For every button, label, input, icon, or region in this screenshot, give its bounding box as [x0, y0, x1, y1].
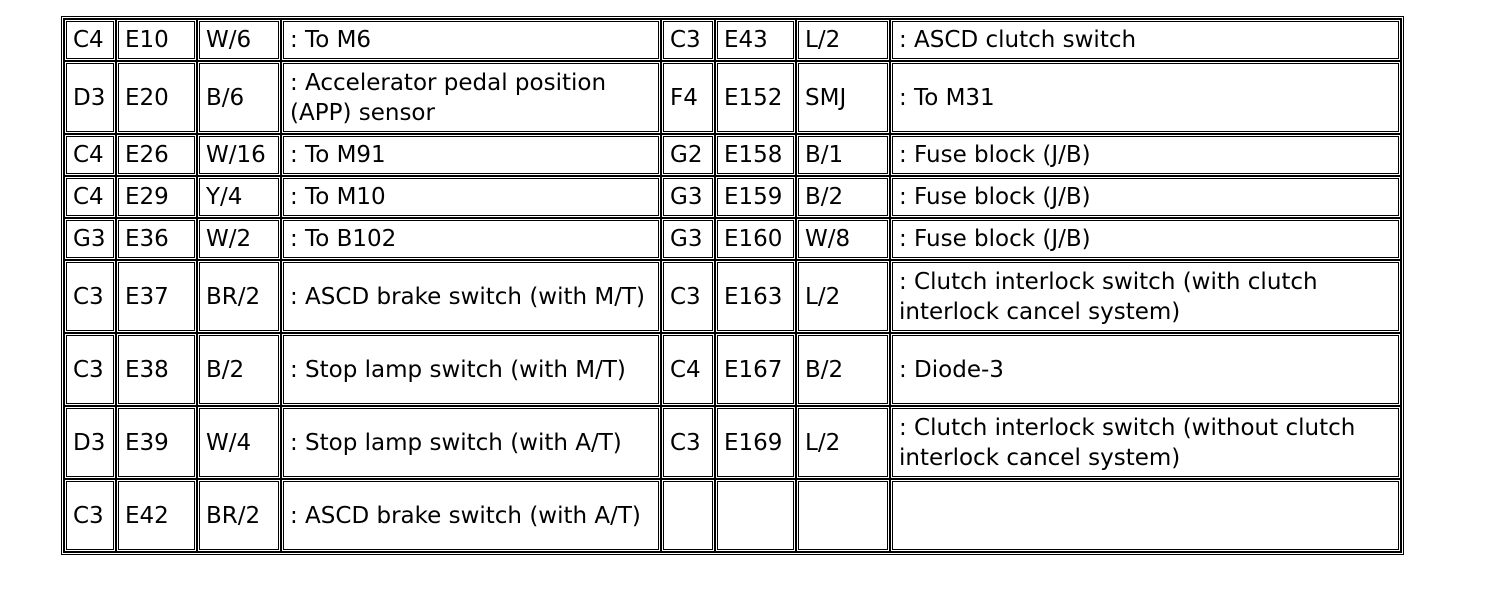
color-pin-cell: SMJ	[796, 61, 890, 134]
table-body	[64, 19, 1401, 552]
description-cell: : To M6	[281, 19, 661, 61]
color-pin-cell: B/1	[796, 134, 890, 176]
color-pin-cell: L/2	[796, 406, 890, 479]
color-pin-cell: L/2	[796, 260, 890, 333]
color-pin-cell: B/2	[197, 333, 281, 406]
grid-cell: D3	[64, 406, 116, 479]
color-pin-cell: B/6	[197, 61, 281, 134]
connector-number-cell: E43	[715, 19, 796, 61]
connector-number-cell: E159	[715, 176, 796, 218]
color-pin-cell: W/8	[796, 218, 890, 260]
grid-cell: G3	[661, 176, 715, 218]
connector-number-cell: E42	[116, 479, 197, 552]
table-row	[64, 176, 1401, 218]
description-cell: : To M91	[281, 134, 661, 176]
grid-cell: C3	[64, 479, 116, 552]
table-row	[64, 406, 1401, 479]
description-cell: : ASCD brake switch (with A/T)	[281, 479, 661, 552]
connector-table	[61, 16, 1404, 555]
table-row	[64, 19, 1401, 61]
description-cell: : Fuse block (J/B)	[890, 218, 1401, 260]
table-row	[64, 333, 1401, 406]
color-pin-cell: W/6	[197, 19, 281, 61]
table-row	[64, 134, 1401, 176]
connector-number-cell: E167	[715, 333, 796, 406]
description-cell	[890, 479, 1401, 552]
grid-cell: C3	[661, 260, 715, 333]
connector-number-cell: E38	[116, 333, 197, 406]
color-pin-cell: Y/4	[197, 176, 281, 218]
connector-number-cell: E29	[116, 176, 197, 218]
table-row	[64, 61, 1401, 134]
grid-cell: C3	[661, 406, 715, 479]
description-cell: : ASCD brake switch (with M/T)	[281, 260, 661, 333]
description-cell: : To M31	[890, 61, 1401, 134]
color-pin-cell: B/2	[796, 333, 890, 406]
grid-cell: F4	[661, 61, 715, 134]
table-row	[64, 260, 1401, 333]
connector-number-cell: E36	[116, 218, 197, 260]
grid-cell: D3	[64, 61, 116, 134]
grid-cell: C4	[64, 134, 116, 176]
grid-cell	[661, 479, 715, 552]
connector-number-cell	[715, 479, 796, 552]
table-row	[64, 218, 1401, 260]
description-cell: : To B102	[281, 218, 661, 260]
connector-number-cell: E152	[715, 61, 796, 134]
connector-number-cell: E37	[116, 260, 197, 333]
table-row	[64, 479, 1401, 552]
color-pin-cell: L/2	[796, 19, 890, 61]
connector-number-cell: E10	[116, 19, 197, 61]
grid-cell: C3	[64, 260, 116, 333]
connector-number-cell: E158	[715, 134, 796, 176]
grid-cell: G2	[661, 134, 715, 176]
grid-cell: G3	[661, 218, 715, 260]
description-cell: : Fuse block (J/B)	[890, 134, 1401, 176]
grid-cell: C4	[64, 176, 116, 218]
connector-number-cell: E163	[715, 260, 796, 333]
grid-cell: C4	[64, 19, 116, 61]
connector-number-cell: E160	[715, 218, 796, 260]
color-pin-cell: W/4	[197, 406, 281, 479]
description-cell: : ASCD clutch switch	[890, 19, 1401, 61]
description-cell: : Fuse block (J/B)	[890, 176, 1401, 218]
color-pin-cell: BR/2	[197, 479, 281, 552]
color-pin-cell	[796, 479, 890, 552]
color-pin-cell: B/2	[796, 176, 890, 218]
description-cell: : Stop lamp switch (with M/T)	[281, 333, 661, 406]
connector-number-cell: E169	[715, 406, 796, 479]
color-pin-cell: BR/2	[197, 260, 281, 333]
description-cell: : Clutch interlock switch (with clutch interlock cancel system)	[890, 260, 1401, 333]
connector-number-cell: E20	[116, 61, 197, 134]
color-pin-cell: W/2	[197, 218, 281, 260]
description-cell: : Clutch interlock switch (without clutch interlock cancel system)	[890, 406, 1401, 479]
grid-cell: C3	[661, 19, 715, 61]
grid-cell: C4	[661, 333, 715, 406]
description-cell: : Accelerator pedal position (APP) sensor	[281, 61, 661, 134]
connector-number-cell: E39	[116, 406, 197, 479]
connector-number-cell: E26	[116, 134, 197, 176]
description-cell: : Diode-3	[890, 333, 1401, 406]
grid-cell: C3	[64, 333, 116, 406]
color-pin-cell: W/16	[197, 134, 281, 176]
grid-cell: G3	[64, 218, 116, 260]
description-cell: : Stop lamp switch (with A/T)	[281, 406, 661, 479]
description-cell: : To M10	[281, 176, 661, 218]
